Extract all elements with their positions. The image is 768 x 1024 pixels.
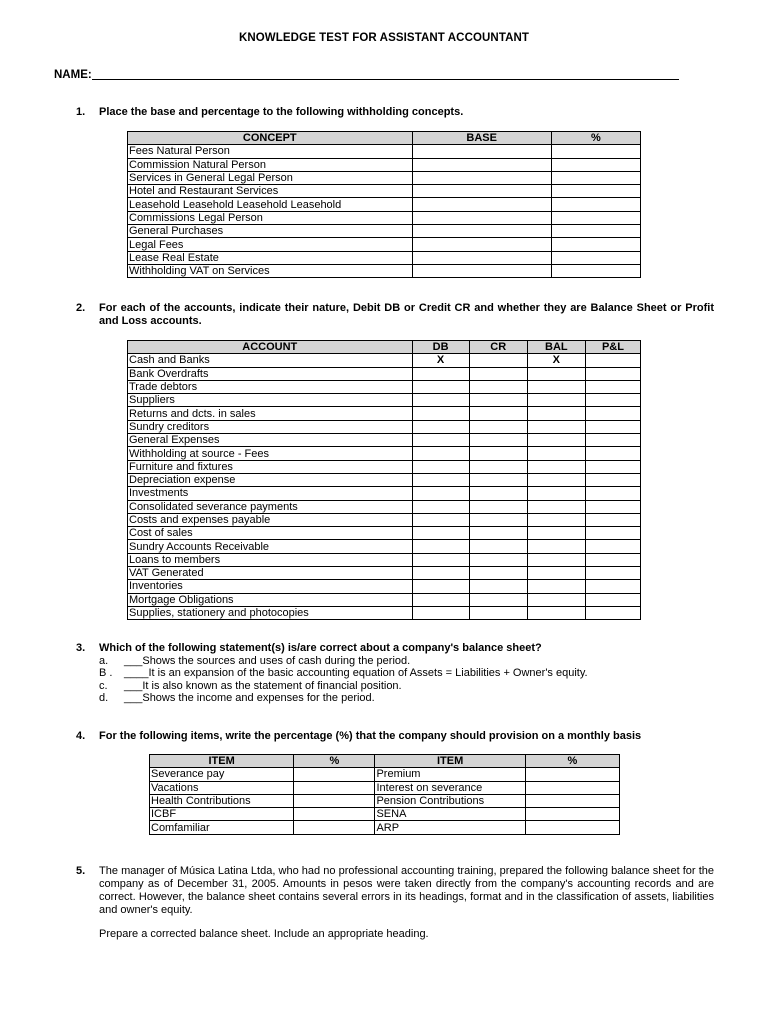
question-number: 1.: [76, 106, 86, 118]
table-row: [128, 145, 641, 158]
base-input-cell[interactable]: [412, 185, 551, 198]
percent-input-cell[interactable]: [294, 808, 375, 821]
account-cell: Suppliers: [128, 394, 413, 407]
table-row: [150, 768, 620, 781]
header-account: ACCOUNT: [128, 341, 413, 354]
percent-input-cell[interactable]: [294, 781, 375, 794]
question-text: For the following items, write the percentage (%) that the company should provision on a monthly basis: [99, 730, 642, 742]
option-label: c.: [99, 680, 108, 692]
table-row: [128, 580, 641, 593]
option-text[interactable]: ___Shows the sources and uses of cash during the period.: [124, 655, 411, 667]
bal-input-cell[interactable]: [527, 487, 585, 500]
bal-input-cell[interactable]: [527, 580, 585, 593]
pl-input-cell[interactable]: [585, 354, 640, 367]
table-row: [128, 171, 641, 184]
bal-input-cell[interactable]: [527, 473, 585, 486]
cr-input-cell[interactable]: [469, 540, 527, 553]
header-bal: BAL: [527, 341, 585, 354]
percent-input-cell[interactable]: [551, 264, 640, 277]
concept-cell: General Purchases: [128, 225, 413, 238]
cr-input-cell[interactable]: [469, 513, 527, 526]
bal-input-cell[interactable]: [527, 420, 585, 433]
concept-cell: Commissions Legal Person: [128, 211, 413, 224]
cr-input-cell[interactable]: [469, 447, 527, 460]
accounts-table: [127, 340, 641, 620]
pl-input-cell[interactable]: [585, 394, 640, 407]
item-cell: ARP: [375, 821, 525, 834]
percent-input-cell[interactable]: [294, 821, 375, 834]
table-row: [128, 500, 641, 513]
table-row: [128, 473, 641, 486]
question-text: Place the base and percentage to the following withholding concepts.: [99, 106, 464, 118]
withholding-table: [127, 131, 641, 278]
question-text: The manager of Música Latina Ltda, who had no professional accounting training, prepared the following balance sheet for the company as of December 31, 2005. Amounts in pesos were taken directly from the company's accounting records and are correct. However, the balance sheet contains several errors in its headings, format and in the classification of assets, liabilities and owner's equity.: [99, 865, 714, 916]
question-text: For each of the accounts, indicate their nature, Debit DB or Credit CR and whether they are Balance Sheet or Profit and Loss accounts.: [99, 302, 714, 327]
table-row: [150, 794, 620, 807]
db-input-cell[interactable]: [412, 394, 469, 407]
table-row: [128, 447, 641, 460]
percent-input-cell[interactable]: [551, 211, 640, 224]
cr-input-cell[interactable]: [469, 420, 527, 433]
table-row: [128, 264, 641, 277]
pl-input-cell[interactable]: [585, 527, 640, 540]
pl-input-cell[interactable]: [585, 367, 640, 380]
bal-input-cell[interactable]: [527, 407, 585, 420]
db-input-cell[interactable]: [412, 487, 469, 500]
option-text[interactable]: ____It is an expansion of the basic accounting equation of Assets = Liabilities + Owner's equity.: [124, 667, 588, 679]
table-row: [128, 434, 641, 447]
provision-table: [149, 754, 620, 835]
header-concept: CONCEPT: [128, 132, 413, 145]
question-text: Which of the following statement(s) is/are correct about a company's balance sheet?: [99, 642, 542, 654]
item-cell: SENA: [375, 808, 525, 821]
db-input-cell[interactable]: X: [412, 354, 469, 367]
percent-input-cell[interactable]: [525, 794, 619, 807]
bal-input-cell[interactable]: [527, 606, 585, 619]
table-row: [128, 540, 641, 553]
option-label: a.: [99, 655, 109, 667]
pl-input-cell[interactable]: [585, 540, 640, 553]
header-db: DB: [412, 341, 469, 354]
table-row: [150, 781, 620, 794]
cr-input-cell[interactable]: [469, 487, 527, 500]
option-label: B .: [99, 667, 113, 679]
db-input-cell[interactable]: [412, 460, 469, 473]
account-cell: Inventories: [128, 580, 413, 593]
option-b: [99, 667, 588, 680]
cr-input-cell[interactable]: [469, 434, 527, 447]
pl-input-cell[interactable]: [585, 447, 640, 460]
account-cell: Trade debtors: [128, 380, 413, 393]
cr-input-cell[interactable]: [469, 606, 527, 619]
db-input-cell[interactable]: [412, 567, 469, 580]
concept-cell: Withholding VAT on Services: [128, 264, 413, 277]
base-input-cell[interactable]: [412, 158, 551, 171]
bal-input-cell[interactable]: [527, 447, 585, 460]
bal-input-cell[interactable]: [527, 500, 585, 513]
cr-input-cell[interactable]: [469, 460, 527, 473]
pl-input-cell[interactable]: [585, 434, 640, 447]
table-row: [128, 460, 641, 473]
instruction-text: Prepare a corrected balance sheet. Include an appropriate heading.: [99, 928, 429, 940]
account-cell: Costs and expenses payable: [128, 513, 413, 526]
base-input-cell[interactable]: [412, 198, 551, 211]
bal-input-cell[interactable]: [527, 527, 585, 540]
account-cell: Consolidated severance payments: [128, 500, 413, 513]
db-input-cell[interactable]: [412, 580, 469, 593]
item-cell: Severance pay: [150, 768, 294, 781]
pl-input-cell[interactable]: [585, 606, 640, 619]
cr-input-cell[interactable]: [469, 553, 527, 566]
item-cell: Comfamiliar: [150, 821, 294, 834]
question-number: 4.: [76, 730, 86, 742]
table-row: [128, 527, 641, 540]
base-input-cell[interactable]: [412, 264, 551, 277]
concept-cell: Fees Natural Person: [128, 145, 413, 158]
option-label: d.: [99, 692, 109, 704]
pl-input-cell[interactable]: [585, 380, 640, 393]
bal-input-cell[interactable]: X: [527, 354, 585, 367]
base-input-cell[interactable]: [412, 225, 551, 238]
db-input-cell[interactable]: [412, 513, 469, 526]
header-item: ITEM: [150, 755, 294, 768]
db-input-cell[interactable]: [412, 540, 469, 553]
table-row: [128, 394, 641, 407]
percent-input-cell[interactable]: [294, 794, 375, 807]
percent-input-cell[interactable]: [551, 145, 640, 158]
bal-input-cell[interactable]: [527, 434, 585, 447]
item-cell: Pension Contributions: [375, 794, 525, 807]
base-input-cell[interactable]: [412, 171, 551, 184]
cr-input-cell[interactable]: [469, 394, 527, 407]
page-title: KNOWLEDGE TEST FOR ASSISTANT ACCOUNTANT: [238, 32, 530, 44]
cr-input-cell[interactable]: [469, 527, 527, 540]
table-row: [128, 251, 641, 264]
concept-cell: Legal Fees: [128, 238, 413, 251]
db-input-cell[interactable]: [412, 367, 469, 380]
cr-input-cell[interactable]: [469, 407, 527, 420]
item-cell: Vacations: [150, 781, 294, 794]
concept-cell: Hotel and Restaurant Services: [128, 185, 413, 198]
header-percent: %: [525, 755, 619, 768]
percent-input-cell[interactable]: [525, 781, 619, 794]
percent-input-cell[interactable]: [551, 158, 640, 171]
table-row: [128, 354, 641, 367]
cr-input-cell[interactable]: [469, 593, 527, 606]
option-d: [99, 692, 375, 705]
percent-input-cell[interactable]: [525, 808, 619, 821]
cr-input-cell[interactable]: [469, 567, 527, 580]
item-cell: Interest on severance: [375, 781, 525, 794]
bal-input-cell[interactable]: [527, 553, 585, 566]
header-percent: %: [294, 755, 375, 768]
table-row: [128, 158, 641, 171]
name-input-line[interactable]: [92, 79, 679, 80]
pl-input-cell[interactable]: [585, 580, 640, 593]
bal-input-cell[interactable]: [527, 593, 585, 606]
table-row: [128, 211, 641, 224]
header-percent: %: [551, 132, 640, 145]
table-row: [128, 198, 641, 211]
table-row: [150, 808, 620, 821]
pl-input-cell[interactable]: [585, 420, 640, 433]
account-cell: Cost of sales: [128, 527, 413, 540]
cr-input-cell[interactable]: [469, 580, 527, 593]
pl-input-cell[interactable]: [585, 460, 640, 473]
db-input-cell[interactable]: [412, 606, 469, 619]
percent-input-cell[interactable]: [551, 185, 640, 198]
account-cell: VAT Generated: [128, 567, 413, 580]
db-input-cell[interactable]: [412, 473, 469, 486]
db-input-cell[interactable]: [412, 434, 469, 447]
db-input-cell[interactable]: [412, 407, 469, 420]
cr-input-cell[interactable]: [469, 367, 527, 380]
account-cell: Sundry Accounts Receivable: [128, 540, 413, 553]
account-cell: Bank Overdrafts: [128, 367, 413, 380]
percent-input-cell[interactable]: [294, 768, 375, 781]
cr-input-cell[interactable]: [469, 380, 527, 393]
percent-input-cell[interactable]: [525, 768, 619, 781]
account-cell: Withholding at source - Fees: [128, 447, 413, 460]
bal-input-cell[interactable]: [527, 567, 585, 580]
bal-input-cell[interactable]: [527, 367, 585, 380]
header-item: ITEM: [375, 755, 525, 768]
pl-input-cell[interactable]: [585, 553, 640, 566]
concept-cell: Leasehold Leasehold Leasehold Leasehold: [128, 198, 413, 211]
table-row: [128, 606, 641, 619]
option-text[interactable]: ___It is also known as the statement of financial position.: [124, 680, 402, 692]
account-cell: Cash and Banks: [128, 354, 413, 367]
concept-cell: Services in General Legal Person: [128, 171, 413, 184]
db-input-cell[interactable]: [412, 527, 469, 540]
table-row: [128, 567, 641, 580]
option-text[interactable]: ___Shows the income and expenses for the period.: [124, 692, 375, 704]
bal-input-cell[interactable]: [527, 513, 585, 526]
option-a: [99, 655, 410, 668]
table-row: [128, 238, 641, 251]
question-number: 2.: [76, 302, 86, 314]
table-row: [128, 407, 641, 420]
concept-cell: Lease Real Estate: [128, 251, 413, 264]
base-input-cell[interactable]: [412, 251, 551, 264]
percent-input-cell[interactable]: [551, 225, 640, 238]
account-cell: Supplies, stationery and photocopies: [128, 606, 413, 619]
cr-input-cell[interactable]: [469, 473, 527, 486]
pl-input-cell[interactable]: [585, 473, 640, 486]
table-row: [128, 367, 641, 380]
table-row: [128, 487, 641, 500]
pl-input-cell[interactable]: [585, 487, 640, 500]
account-cell: Investments: [128, 487, 413, 500]
name-label: NAME:: [54, 69, 92, 81]
account-cell: General Expenses: [128, 434, 413, 447]
item-cell: Premium: [375, 768, 525, 781]
percent-input-cell[interactable]: [551, 251, 640, 264]
question-number: 3.: [76, 642, 86, 654]
db-input-cell[interactable]: [412, 593, 469, 606]
cr-input-cell[interactable]: [469, 500, 527, 513]
concept-cell: Commission Natural Person: [128, 158, 413, 171]
pl-input-cell[interactable]: [585, 500, 640, 513]
base-input-cell[interactable]: [412, 211, 551, 224]
account-cell: Mortgage Obligations: [128, 593, 413, 606]
percent-input-cell[interactable]: [551, 171, 640, 184]
account-cell: Depreciation expense: [128, 473, 413, 486]
base-input-cell[interactable]: [412, 145, 551, 158]
percent-input-cell[interactable]: [551, 238, 640, 251]
bal-input-cell[interactable]: [527, 540, 585, 553]
header-base: BASE: [412, 132, 551, 145]
db-input-cell[interactable]: [412, 553, 469, 566]
table-row: [128, 593, 641, 606]
bal-input-cell[interactable]: [527, 394, 585, 407]
account-cell: Sundry creditors: [128, 420, 413, 433]
table-row: [128, 380, 641, 393]
db-input-cell[interactable]: [412, 447, 469, 460]
bal-input-cell[interactable]: [527, 380, 585, 393]
header-pl: P&L: [585, 341, 640, 354]
account-cell: Returns and dcts. in sales: [128, 407, 413, 420]
table-row: [128, 185, 641, 198]
item-cell: Health Contributions: [150, 794, 294, 807]
percent-input-cell[interactable]: [551, 198, 640, 211]
table-row: [128, 225, 641, 238]
table-row: [128, 553, 641, 566]
pl-input-cell[interactable]: [585, 567, 640, 580]
table-row: [128, 420, 641, 433]
db-input-cell[interactable]: [412, 420, 469, 433]
pl-input-cell[interactable]: [585, 407, 640, 420]
bal-input-cell[interactable]: [527, 460, 585, 473]
base-input-cell[interactable]: [412, 238, 551, 251]
db-input-cell[interactable]: [412, 500, 469, 513]
question-number: 5.: [76, 865, 86, 877]
option-c: [99, 680, 402, 693]
percent-input-cell[interactable]: [525, 821, 619, 834]
item-cell: ICBF: [150, 808, 294, 821]
pl-input-cell[interactable]: [585, 593, 640, 606]
table-row: [128, 513, 641, 526]
pl-input-cell[interactable]: [585, 513, 640, 526]
db-input-cell[interactable]: [412, 380, 469, 393]
cr-input-cell[interactable]: [469, 354, 527, 367]
table-row: [150, 821, 620, 834]
account-cell: Loans to members: [128, 553, 413, 566]
account-cell: Furniture and fixtures: [128, 460, 413, 473]
header-cr: CR: [469, 341, 527, 354]
